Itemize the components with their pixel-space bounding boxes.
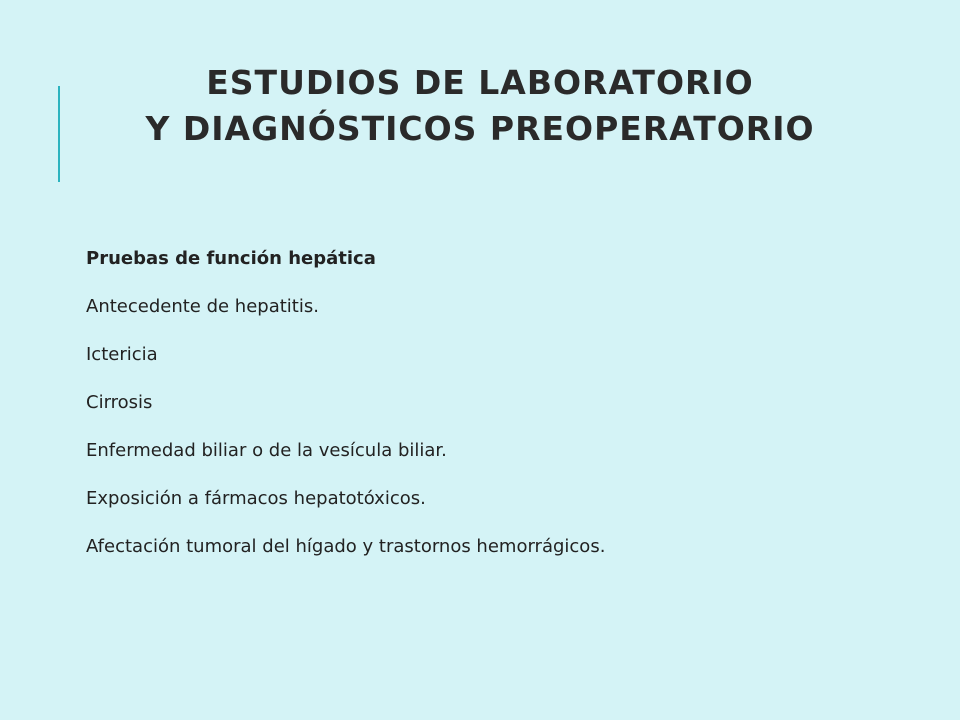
slide-body xyxy=(86,244,906,580)
title-accent-bar xyxy=(58,86,60,182)
list-item: Cirrosis xyxy=(86,392,153,413)
slide-title xyxy=(80,60,880,152)
slide-title-line-1: ESTUDIOS DE LABORATORIO xyxy=(206,63,754,102)
list-item: Enfermedad biliar o de la vesícula biliar. xyxy=(86,440,447,461)
list-item: Afectación tumoral del hígado y trastornos hemorrágicos. xyxy=(86,536,606,557)
section-heading: Pruebas de función hepática xyxy=(86,248,376,269)
list-item: Antecedente de hepatitis. xyxy=(86,296,319,317)
list-item: Exposición a fármacos hepatotóxicos. xyxy=(86,488,426,509)
list-item: Ictericia xyxy=(86,344,158,365)
slide-title-line-2: Y DIAGNÓSTICOS PREOPERATORIO xyxy=(145,109,815,148)
